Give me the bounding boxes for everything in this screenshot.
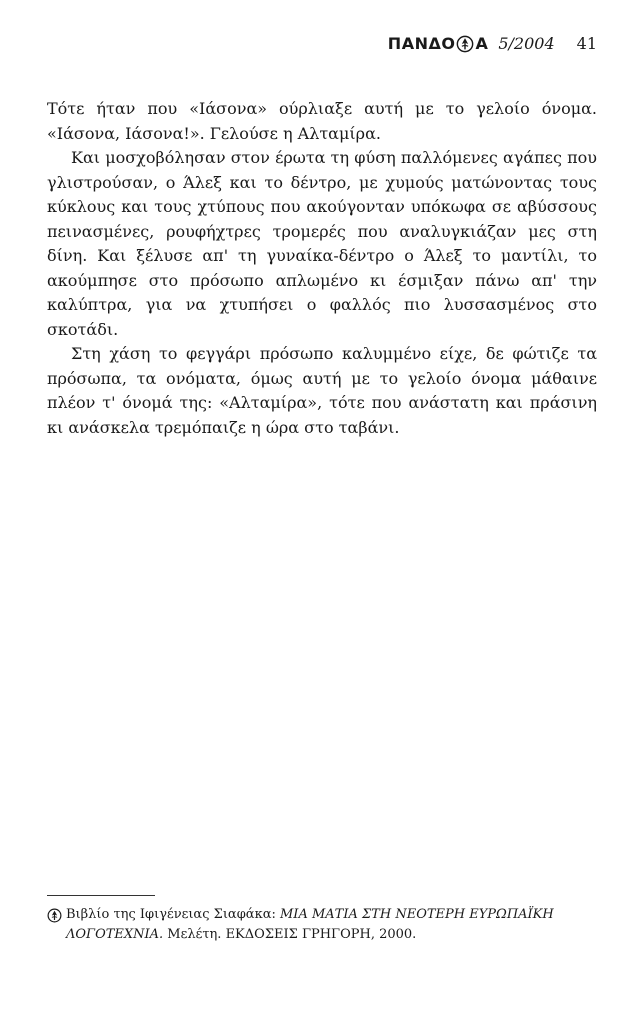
footnote-intro: Βιβλίο της Ιφιγένειας Σιαφάκα: [66, 907, 280, 922]
body-text [47, 97, 597, 440]
paragraph: Και μοσχοβόλησαν στον έρωτα τη φύση παλλόμενες αγάπες που γλιστρούσαν, ο Άλεξ και το δέντρο, με χυμούς ματώνοντας τους κύκλους και τους χτύπους που ακούγονταν υπόκωφα σε αβύσσους πεινασμένες, ρουφήχτρες τρομερές που αναλυγκιάζαν μες στη δίνη. Και ξέλυσε απ' τη γυναίκα-δέντρο ο Άλεξ το μαντίλι, το ακούμπησε στο πρόσωπο απλωμένο κι έσμιξαν πάνω απ' την καλύπτρα, για να χτυπήσει ο φαλλός πιο λυσσασμένος στο σκοτάδι. [47, 148, 597, 339]
magazine-brand [388, 34, 489, 53]
page-number: 41 [576, 34, 597, 53]
paragraph: Τότε ήταν που «Ιάσονα» ούρλιαξε αυτή με το γελοίο όνομα. «Ιάσονα, Ιάσονα!». Γελούσε η Αλταμίρα. [47, 99, 597, 143]
footnote-text [66, 905, 599, 945]
footnote-book-title: ΜΙΑ ΜΑΤΙΑ ΣΤΗ ΝΕΟΤΕΡΗ ΕΥΡΩΠΑΪΚΗ ΛΟΓΟΤΕΧΝΙΑ. [66, 907, 554, 942]
pandora-emblem-icon [47, 908, 62, 923]
brand-text-right: Α [475, 34, 489, 53]
footnote-publisher: Μελέτη. ΕΚΔΟΣΕΙΣ ΓΡΗΓΟΡΗ, 2000. [163, 927, 417, 942]
issue-number: 5/2004 [498, 34, 555, 53]
brand-text-left: ΠΑΝΔΟ [387, 34, 456, 53]
footnote [47, 905, 599, 945]
running-header [388, 34, 597, 53]
paragraph: Στη χάση το φεγγάρι πρόσωπο καλυμμένο είχε, δε φώτιζε τα πρόσωπα, τα ονόματα, όμως αυτή με το γελοίο όνομα μάθαινε πλέον τ' όνομά της: «Αλταμίρα», τότε που ανάστατη και πράσινη κι ανάσκελα τρεμόπαιζε η ώρα στο ταβάνι. [47, 344, 597, 437]
footnote-divider [47, 895, 155, 896]
pandora-emblem-icon [456, 35, 474, 53]
